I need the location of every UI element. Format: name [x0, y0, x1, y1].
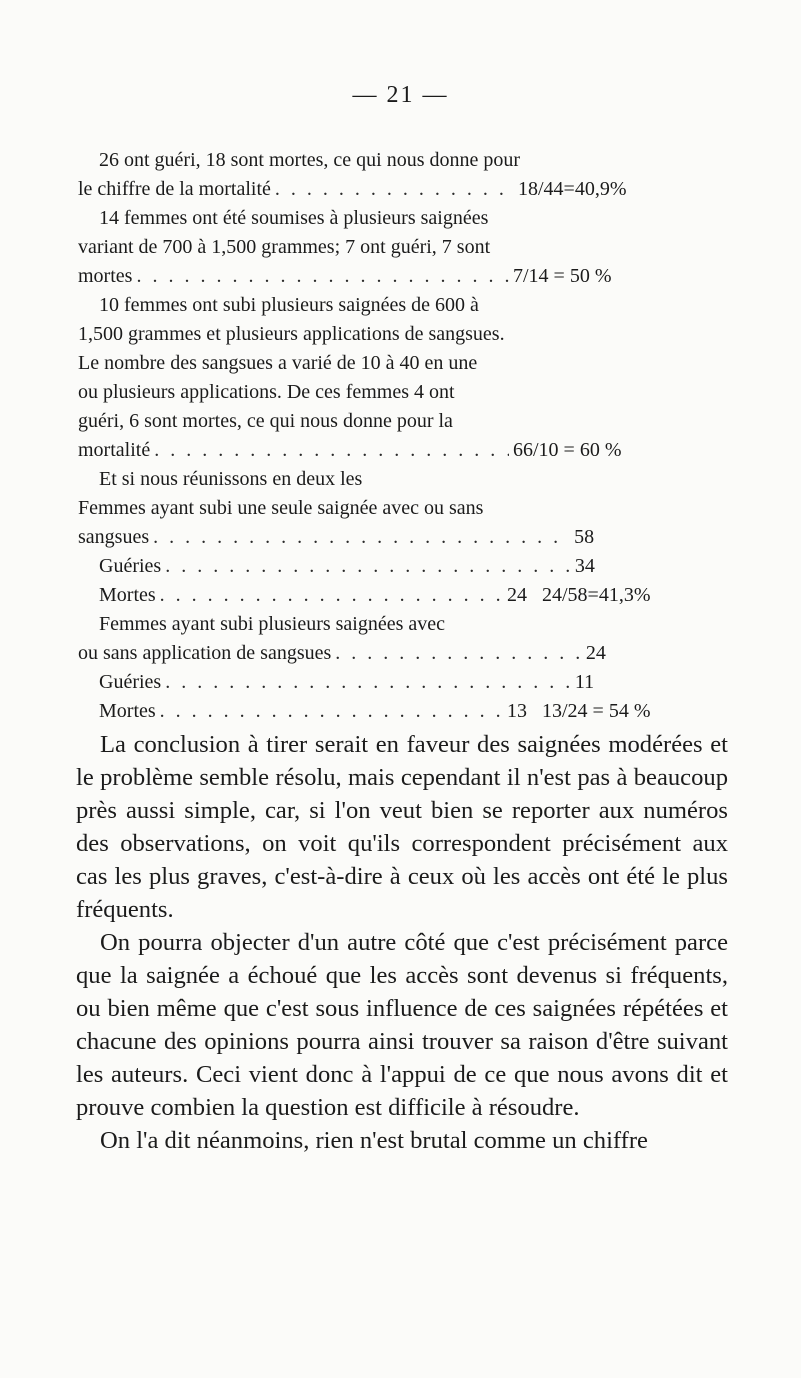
dot-leader	[275, 175, 514, 204]
line-text: 26 ont guéri, 18 sont mortes, ce qui nous donne pour	[99, 149, 521, 171]
line-text: mortes	[78, 265, 133, 287]
text-line	[78, 465, 638, 494]
text-line	[78, 204, 638, 233]
line-text: Mortes	[99, 584, 156, 606]
text-line	[78, 610, 638, 639]
line-text: Guéries	[99, 671, 162, 693]
statistics-block	[78, 146, 651, 726]
dot-leader	[154, 436, 509, 465]
leader-line	[78, 639, 638, 668]
line-value: 66/10 = 60 %	[513, 439, 622, 461]
body-text	[76, 728, 728, 1157]
line-value: 24	[507, 584, 527, 606]
leader-line	[78, 668, 638, 697]
text-line	[78, 494, 638, 523]
leader-line	[78, 552, 638, 581]
line-value: 58	[574, 526, 595, 548]
text-line	[78, 320, 638, 349]
leader-line	[78, 436, 638, 465]
line-ratio: 13/24 = 54 %	[542, 700, 651, 722]
leader-line	[78, 697, 651, 726]
line-text: 10 femmes ont subi plusieurs saignées de 600 à	[99, 294, 479, 316]
line-text: Femmes ayant subi plusieurs saignées avec	[99, 613, 446, 635]
text-line	[78, 291, 638, 320]
dot-leader	[136, 262, 509, 291]
line-text: Le nombre des sangsues a varié de 10 à 40 en une	[78, 352, 478, 374]
dot-leader	[153, 523, 570, 552]
text-line	[78, 378, 638, 407]
paragraph: La conclusion à tirer serait en faveur des saignées modérées et le problème semble résolu, mais cependant il n'est pas à beaucoup près aussi simple, car, si l'on veut bien se reporter aux numéros des observations, on voit qu'ils correspondent précisément aux cas les plus graves, c'est-à-dire à ceux où les accès ont été le plus fréquents.	[76, 731, 728, 923]
dot-leader	[160, 581, 503, 610]
dot-leader	[160, 697, 503, 726]
text-line	[78, 233, 638, 262]
page-number: — 21 —	[352, 82, 449, 108]
line-text: 1,500 grammes et plusieurs applications de sangsues.	[78, 323, 505, 345]
line-text: Et si nous réunissons en deux les	[99, 468, 363, 490]
line-value: 7/14 = 50 %	[513, 265, 612, 287]
leader-line	[78, 175, 638, 204]
line-text: ou sans application de sangsues	[78, 642, 332, 664]
line-text: mortalité	[78, 439, 151, 461]
line-text: variant de 700 à 1,500 grammes; 7 ont guéri, 7 sont	[78, 236, 491, 258]
line-value: 34	[574, 555, 595, 577]
dot-leader	[335, 639, 582, 668]
paragraph: On pourra objecter d'un autre côté que c'est précisément parce que la saignée a échoué que les accès sont devenus si fréquents, ou bien même que c'est sous influence de ces saignées répétées et chacune des opinions pourra ainsi trouver sa raison d'être suivant les auteurs. Ceci vient donc à l'appui de ce que nous avons dit et prouve combien la question est difficile à résoudre.	[76, 929, 728, 1121]
line-text: ou plusieurs applications. De ces femmes 4 ont	[78, 381, 455, 403]
text-line	[78, 407, 638, 436]
line-value: 11	[574, 671, 595, 693]
line-value: 24	[585, 642, 606, 664]
leader-line	[78, 262, 638, 291]
paragraph: On l'a dit néanmoins, rien n'est brutal comme un chiffre	[100, 1127, 648, 1154]
line-text: Mortes	[99, 700, 156, 722]
line-value: 18/44=40,9%	[518, 178, 627, 200]
line-text: le chiffre de la mortalité	[78, 178, 271, 200]
line-text: 14 femmes ont été soumises à plusieurs saignées	[99, 207, 489, 229]
line-value: 13	[507, 700, 527, 722]
leader-line	[78, 523, 638, 552]
line-text: Guéries	[99, 555, 162, 577]
text-line	[78, 349, 638, 378]
leader-line	[78, 581, 651, 610]
text-line	[78, 146, 638, 175]
dot-leader	[165, 668, 571, 697]
line-ratio: 24/58=41,3%	[542, 584, 651, 606]
dot-leader	[165, 552, 571, 581]
line-text: guéri, 6 sont mortes, ce qui nous donne pour la	[78, 410, 453, 432]
line-text: Femmes ayant subi une seule saignée avec ou sans	[78, 497, 484, 519]
line-text: sangsues	[78, 526, 150, 548]
